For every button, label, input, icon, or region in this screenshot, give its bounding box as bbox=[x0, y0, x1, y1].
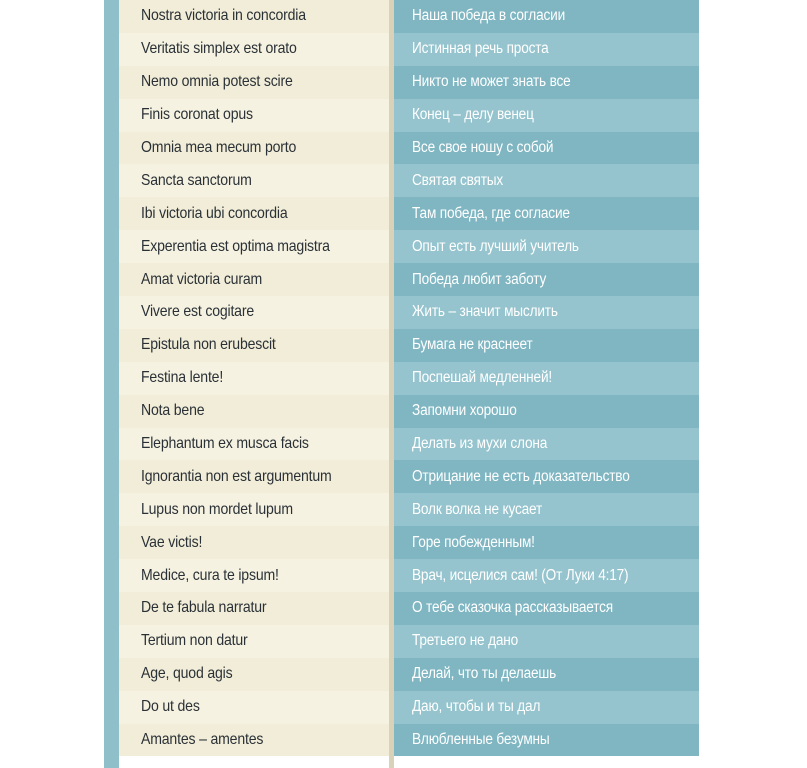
russian-row bbox=[394, 460, 699, 493]
latin-phrase: Lupus non mordet lupum bbox=[141, 500, 293, 518]
russian-row bbox=[394, 197, 699, 230]
russian-translation: Отрицание не есть доказательство bbox=[412, 467, 630, 485]
latin-row bbox=[119, 33, 389, 66]
latin-row bbox=[119, 493, 389, 526]
russian-row bbox=[394, 329, 699, 362]
russian-translation: Горе побежденным! bbox=[412, 533, 535, 551]
russian-row bbox=[394, 395, 699, 428]
russian-translation: Волк волка не кусает bbox=[412, 500, 543, 518]
latin-phrase: Amantes – amentes bbox=[141, 731, 264, 749]
russian-translation: Влюбленные безумны bbox=[412, 731, 550, 749]
russian-translation: Поспешай медленней! bbox=[412, 369, 553, 387]
latin-phrase: Tertium non datur bbox=[141, 632, 248, 650]
russian-row bbox=[394, 625, 699, 658]
latin-phrase: Ignorantia non est argumentum bbox=[141, 467, 332, 485]
latin-phrase: De te fabula narratur bbox=[141, 599, 267, 617]
russian-row bbox=[394, 66, 699, 99]
latin-row bbox=[119, 99, 389, 132]
latin-row bbox=[119, 197, 389, 230]
latin-row bbox=[119, 658, 389, 691]
russian-row bbox=[394, 296, 699, 329]
latin-phrase: Epistula non erubescit bbox=[141, 336, 276, 354]
russian-row bbox=[394, 658, 699, 691]
latin-row bbox=[119, 460, 389, 493]
russian-row bbox=[394, 428, 699, 461]
russian-row bbox=[394, 724, 699, 757]
russian-row bbox=[394, 362, 699, 395]
latin-row bbox=[119, 329, 389, 362]
russian-translation: Опыт есть лучший учитель bbox=[412, 237, 579, 255]
russian-row bbox=[394, 263, 699, 296]
latin-phrase: Elephantum ex musca facis bbox=[141, 435, 309, 453]
latin-phrase: Nostra victoria in concordia bbox=[141, 7, 306, 25]
latin-row bbox=[119, 362, 389, 395]
latin-phrase: Nota bene bbox=[141, 402, 205, 420]
latin-phrase: Do ut des bbox=[141, 698, 200, 716]
russian-translation: Никто не может знать все bbox=[412, 73, 571, 91]
russian-row bbox=[394, 164, 699, 197]
latin-phrase: Experentia est optima magistra bbox=[141, 237, 330, 255]
latin-phrase: Age, quod agis bbox=[141, 665, 233, 683]
latin-row bbox=[119, 164, 389, 197]
russian-row bbox=[394, 230, 699, 263]
russian-row bbox=[394, 0, 699, 33]
latin-phrase: Veritatis simplex est orato bbox=[141, 40, 297, 58]
latin-phrase: Sancta sanctorum bbox=[141, 171, 252, 189]
russian-translation: Врач, исцелися сам! (От Луки 4:17) bbox=[412, 566, 629, 584]
russian-translation: Бумага не краснеет bbox=[412, 336, 533, 354]
phrase-table bbox=[104, 0, 699, 768]
russian-translation: Конец – делу венец bbox=[412, 106, 534, 124]
latin-row bbox=[119, 0, 389, 33]
russian-translation: Запомни хорошо bbox=[412, 402, 517, 420]
latin-phrase: Vae victis! bbox=[141, 533, 203, 551]
russian-row bbox=[394, 33, 699, 66]
russian-row bbox=[394, 526, 699, 559]
russian-row bbox=[394, 559, 699, 592]
russian-translation: Истинная речь проста bbox=[412, 40, 549, 58]
latin-row bbox=[119, 691, 389, 724]
latin-phrase: Omnia mea mecum porto bbox=[141, 139, 297, 156]
russian-translation: Делай, что ты делаешь bbox=[412, 665, 557, 683]
latin-row bbox=[119, 395, 389, 428]
latin-row bbox=[119, 66, 389, 99]
latin-phrase: Nemo omnia potest scire bbox=[141, 73, 293, 91]
latin-phrase: Ibi victoria ubi concordia bbox=[141, 204, 288, 222]
latin-phrase: Amat victoria curam bbox=[141, 270, 263, 288]
russian-translation: Даю, чтобы и ты дал bbox=[412, 698, 541, 716]
russian-row bbox=[394, 99, 699, 132]
latin-phrase: Medice, cura te ipsum! bbox=[141, 566, 279, 584]
latin-phrase: Vivere est cogitare bbox=[141, 303, 255, 321]
latin-row bbox=[119, 526, 389, 559]
latin-row bbox=[119, 132, 389, 165]
russian-row bbox=[394, 132, 699, 165]
russian-row bbox=[394, 592, 699, 625]
latin-row bbox=[119, 263, 389, 296]
latin-phrase: Finis coronat opus bbox=[141, 106, 253, 124]
russian-translation: Там победа, где согласие bbox=[412, 204, 570, 222]
latin-row bbox=[119, 296, 389, 329]
latin-row bbox=[119, 559, 389, 592]
russian-translation: Третьего не дано bbox=[412, 632, 519, 650]
table-left-edge bbox=[104, 0, 119, 768]
latin-phrase: Festina lente! bbox=[141, 369, 224, 387]
latin-row bbox=[119, 724, 389, 757]
russian-translation: Делать из мухи слона bbox=[412, 435, 548, 453]
latin-row bbox=[119, 428, 389, 461]
russian-row bbox=[394, 691, 699, 724]
russian-translation: Жить – значит мыслить bbox=[412, 303, 558, 321]
russian-translation: Святая святых bbox=[412, 171, 504, 189]
latin-row bbox=[119, 625, 389, 658]
russian-row bbox=[394, 493, 699, 526]
russian-translation: Наша победа в согласии bbox=[412, 7, 566, 25]
latin-row bbox=[119, 230, 389, 263]
russian-translation: О тебе сказочка рассказывается bbox=[412, 599, 614, 617]
russian-column bbox=[394, 0, 699, 768]
latin-column bbox=[119, 0, 389, 768]
russian-translation: Победа любит заботу bbox=[412, 270, 547, 288]
latin-row bbox=[119, 592, 389, 625]
russian-translation: Все свое ношу с собой bbox=[412, 139, 554, 156]
